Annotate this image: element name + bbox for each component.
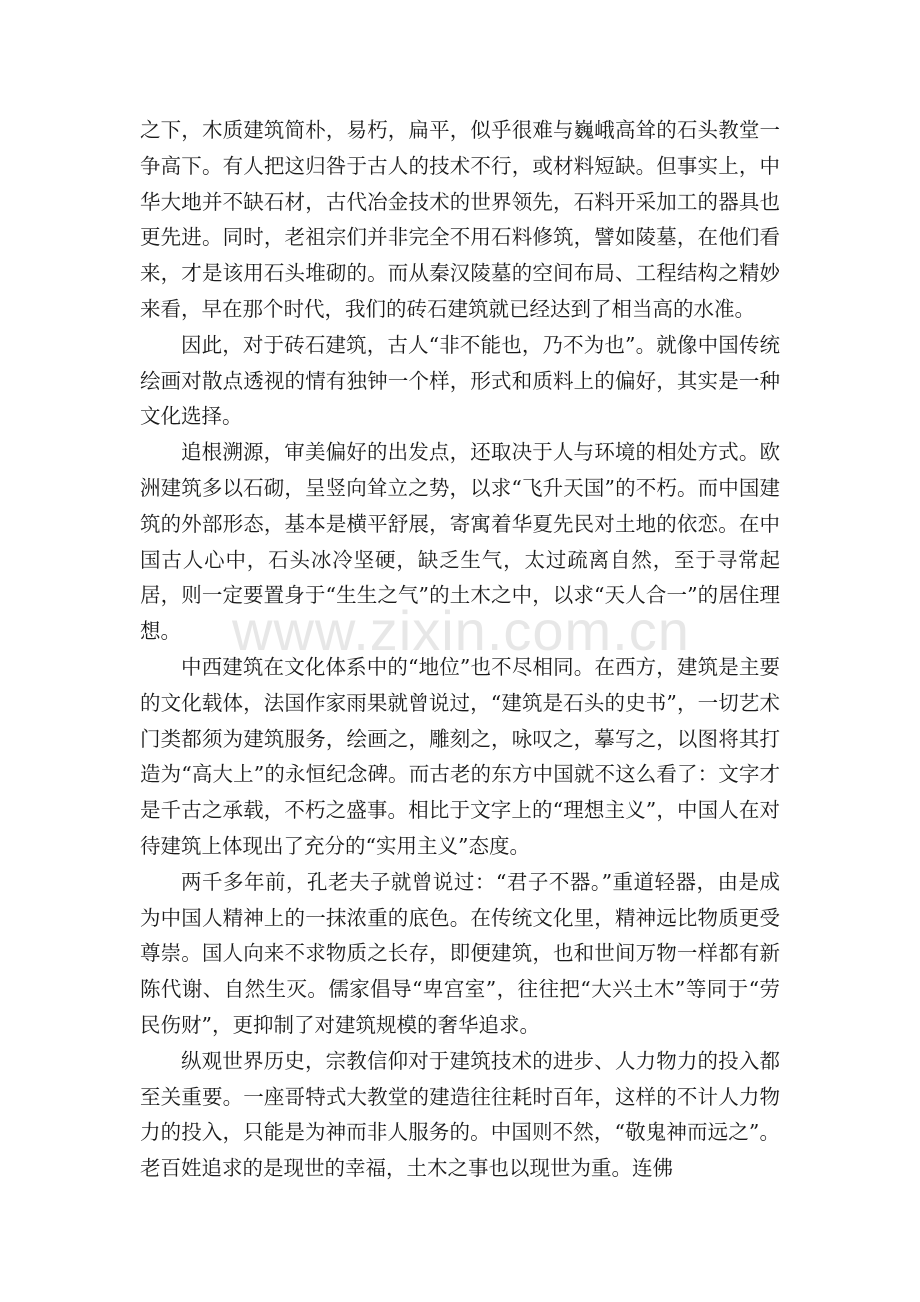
article-body xyxy=(140,113,780,1187)
paragraph-3: 追根溯源，审美偏好的出发点，还取决于人与环境的相处方式。欧洲建筑多以石砌，呈竖向耸立之势，以求“飞升天国”的不朽。而中国建筑的外部形态，基本是横平舒展，寄寓着华夏先民对土地的依恋。在中国古人心中，石头冰冷坚硬，缺乏生气，太过疏离自然，至于寻常起居，则一定要置身于“生生之气”的土木之中，以求“天人合一”的居住理想。 xyxy=(140,440,780,644)
paragraph-1: 之下，木质建筑简朴，易朽，扁平，似乎很难与巍峨高耸的石头教堂一争高下。有人把这归咎于古人的技术不行，或材料短缺。但事实上，中华大地并不缺石材，古代冶金技术的世界领先，石料开采加工的器具也更先进。同时，老祖宗们并非完全不用石料修筑，譬如陵墓，在他们看来，才是该用石头堆砌的。而从秦汉陵墓的空间布局、工程结构之精妙来看，早在那个时代，我们的砖石建筑就已经达到了相当高的水准。 xyxy=(140,118,780,321)
paragraph-6: 纵观世界历史，宗教信仰对于建筑技术的进步、人力物力的投入都至关重要。一座哥特式大教堂的建造往往耗时百年，这样的不计人力物力的投入，只能是为神而非人服务的。中国则不然，“敬鬼神而远之”。老百姓追求的是现世的幸福，土木之事也以现世为重。连佛 xyxy=(140,1048,780,1181)
paragraph-4: 中西建筑在文化体系中的“地位”也不尽相同。在西方，建筑是主要的文化载体，法国作家雨果就曾说过，“建筑是石头的史书”，一切艺术门类都须为建筑服务，绘画之，雕刻之，咏叹之，摹写之，以图将其打造为“高大上”的永恒纪念碑。而古老的东方中国就不这么看了：文字才是千古之承载，不朽之盛事。相比于文字上的“理想主义”，中国人在对待建筑上体现出了充分的“实用主义”态度。 xyxy=(140,654,780,858)
watermark: www.zixin.com.cn xyxy=(232,599,690,662)
paragraph-5: 两千多年前，孔老夫子就曾说过：“君子不器。”重道轻器，由是成为中国人精神上的一抹浓重的底色。在传统文化里，精神远比物质更受尊崇。国人向来不求物质之长存，即便建筑，也和世间万物一样都有新陈代谢、自然生灭。儒家倡导“卑宫室”，往往把“大兴土木”等同于“劳民伤财”，更抑制了对建筑规模的奢华追求。 xyxy=(140,869,780,1037)
paragraph-2: 因此，对于砖石建筑，古人“非不能也，乃不为也”。就像中国传统绘画对散点透视的情有独钟一个样，形式和质料上的偏好，其实是一种文化选择。 xyxy=(140,332,780,429)
